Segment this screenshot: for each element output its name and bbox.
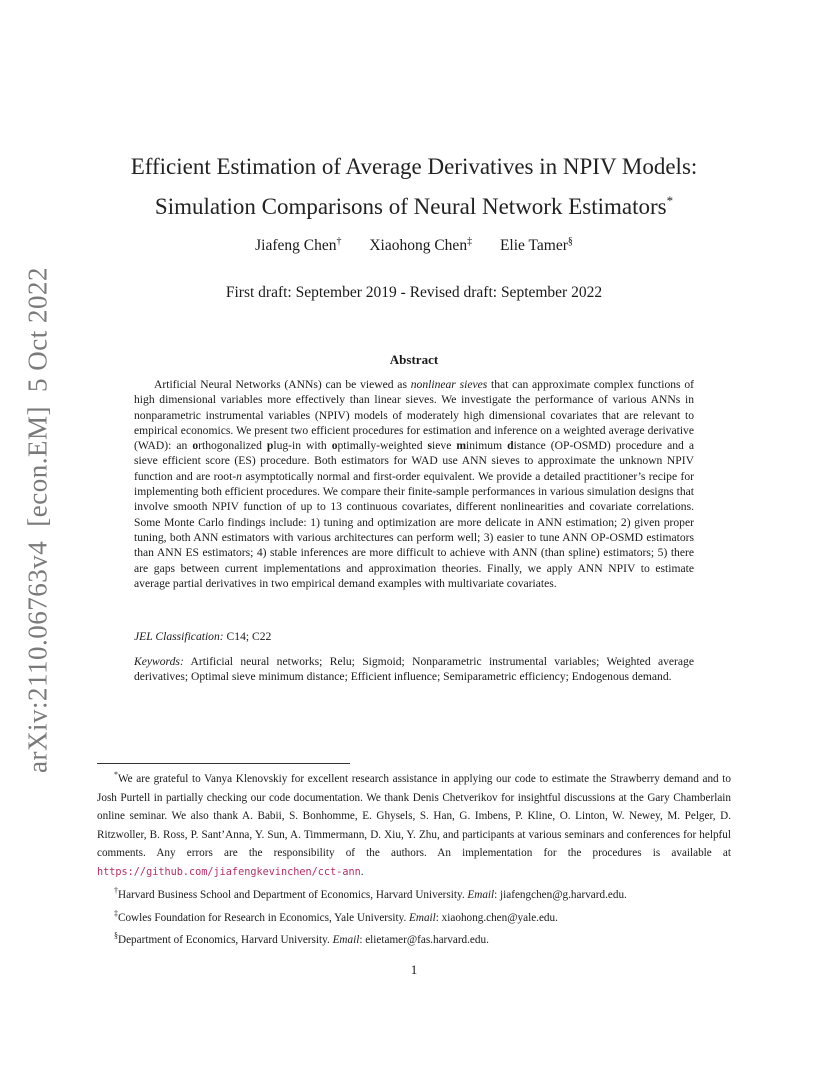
author-name: Elie Tamer (499, 237, 568, 254)
abstract-segment: asymptotically normal and first-order equivalent. We provide a detailed practitioner’s recipe for implementing both efficient procedures. We compare their finite-sample performances in various simulation designs that involve smooth NPIV function of up to 13 continuous covariates, different nonlinearities and covariate correlations. Some Monte Carlo findings include: 1) tuning and optimization are more delicate in ANN estimation; 2) given proper tuning, both ANN estimators with various architectures can perform well; 3) easier to tune ANN OP-OSMD estimators than ANN ES estimators; 4) stable inferences are more difficult to achieve with ANN (than spline) estimators; 5) there are gaps between current implementations and approximation theories. Finally, we apply ANN NPIV to estimate average partial derivatives in two empirical demand examples with multivariate covariates. (134, 469, 694, 590)
abstract-acronym-letter: o (192, 439, 199, 453)
arxiv-stamp (23, 267, 54, 773)
footnote-affiliation-2 (97, 905, 731, 928)
footnote-mark: § (114, 931, 118, 940)
github-link[interactable]: https://github.com/jiafengkevinchen/cct-ann (97, 866, 361, 878)
email-label: Email (467, 889, 495, 901)
author-list (0, 236, 828, 255)
abstract-segment: inimum (466, 439, 508, 453)
abstract-acronym-letter: p (266, 439, 274, 453)
abstract-segment: ptimally-weighted (337, 439, 428, 453)
abstract-heading: Abstract (389, 352, 439, 367)
arxiv-date: 5 Oct 2022 (22, 267, 53, 393)
keywords (134, 654, 694, 685)
author-3 (500, 237, 573, 254)
abstract-segment: rthogonalized (198, 439, 267, 453)
abstract-segment: that can approximate complex functions of high dimensional variables more effectively than linear sieves. We investigate the performance of various ANNs in nonparametric instrumental variables (NPIV) models of moderately high dimensional covariates that are relevant to empirical economics. We present two efficient procedures for estimation and inference on a weighted average derivative (WAD): an (134, 378, 694, 453)
author-mark: ‡ (467, 236, 473, 247)
footnotes (97, 766, 731, 950)
abstract-text (134, 377, 694, 591)
jel-classification (134, 630, 694, 643)
author-mark: § (567, 236, 573, 247)
footnote-divider (97, 763, 350, 764)
title-line-2-text: Simulation Comparisons of Neural Network Estimators (154, 194, 667, 219)
footnote-mark: ‡ (114, 908, 118, 918)
arxiv-sidebar (8, 267, 68, 773)
email-address[interactable]: : elietamer@fas.harvard.edu. (359, 934, 489, 946)
keywords-value: Artificial neural networks; Relu; Sigmoid; Nonparametric instrumental variables; Weighted average derivatives; Optimal sieve minimum distance; Efficient influence; Semiparametric efficiency; Endogenous demand. (134, 655, 694, 684)
footnote-affiliation-3 (97, 927, 731, 950)
abstract-emphasis: nonlinear sieves (410, 378, 488, 391)
keywords-label: Keywords: (134, 655, 184, 668)
footnote-text: We are grateful to Vanya Klenovskiy for excellent research assistance in applying our code to estimate the Strawberry demand and to Josh Purtell in partially checking our code documentation. We thank Denis Chetverikov for insightful discussions at the Gary Chamberlain online seminar. We also thank A. Babii, S. Bonhomme, E. Ghysels, S. Han, G. Imbens, P. Kline, O. Linton, W. Newey, M. Pelger, D. Ritzwoller, B. Ross, P. Sant’Anna, Y. Sun, A. Timmermann, D. Xiu, Y. Zhu, and participants at various seminars and conferences for helpful comments. Any errors are the responsibility of the authors. An implementation for the procedures is available at (97, 773, 731, 859)
title-line-2 (0, 184, 828, 224)
arxiv-category: [econ.EM] (22, 406, 53, 527)
abstract-acronym-letter: s (427, 439, 433, 453)
author-mark: † (336, 236, 342, 247)
footnote-text: Harvard Business School and Department of Economics, Harvard University. (118, 889, 468, 901)
footnote-mark: † (114, 886, 118, 895)
page-number: 1 (410, 962, 418, 977)
email-label: Email (409, 911, 436, 924)
abstract-segment: lug-in with (273, 439, 332, 453)
jel-label: JEL Classification: (134, 630, 224, 643)
footnote-text: Department of Economics, Harvard University. (118, 934, 333, 946)
draft-dates: First draft: September 2019 - Revised draft: September 2022 (225, 284, 603, 301)
author-1 (255, 237, 341, 254)
email-address[interactable]: : jiafengchen@g.harvard.edu. (494, 889, 627, 901)
abstract-segment: Artificial Neural Networks (ANNs) can be viewed as (154, 378, 411, 391)
footnote-acknowledgments (97, 766, 731, 882)
footnote-affiliation-1 (97, 882, 731, 905)
abstract-segment: ieve (432, 439, 457, 453)
abstract-acronym-letter: m (456, 439, 467, 453)
abstract-acronym-letter: d (507, 439, 514, 453)
abstract-emphasis: n (236, 469, 242, 483)
abstract-segment: istance (OP-OSMD) procedure and a sieve efficient score (ES) procedure. Both estimators for WAD use ANN sieves to approximate the unknown NPIV function and are root- (134, 439, 694, 483)
email-label: Email (332, 934, 360, 946)
paper-title (0, 150, 828, 224)
arxiv-id: arXiv:2110.06763v4 (22, 540, 53, 773)
author-2 (369, 237, 472, 254)
author-name: Xiaohong Chen (369, 237, 468, 254)
footnote-text: . (360, 865, 364, 878)
title-footnote-mark: * (666, 193, 674, 208)
title-line-1: Efficient Estimation of Average Derivatives in NPIV Models: (130, 154, 698, 179)
footnote-text: Cowles Foundation for Research in Economics, Yale University. (118, 911, 410, 924)
jel-value: C14; C22 (223, 630, 272, 643)
footnote-mark: * (114, 770, 118, 779)
author-name: Jiafeng Chen (255, 237, 337, 254)
abstract-acronym-letter: o (331, 439, 338, 453)
email-address[interactable]: : xiaohong.chen@yale.edu. (435, 911, 558, 924)
